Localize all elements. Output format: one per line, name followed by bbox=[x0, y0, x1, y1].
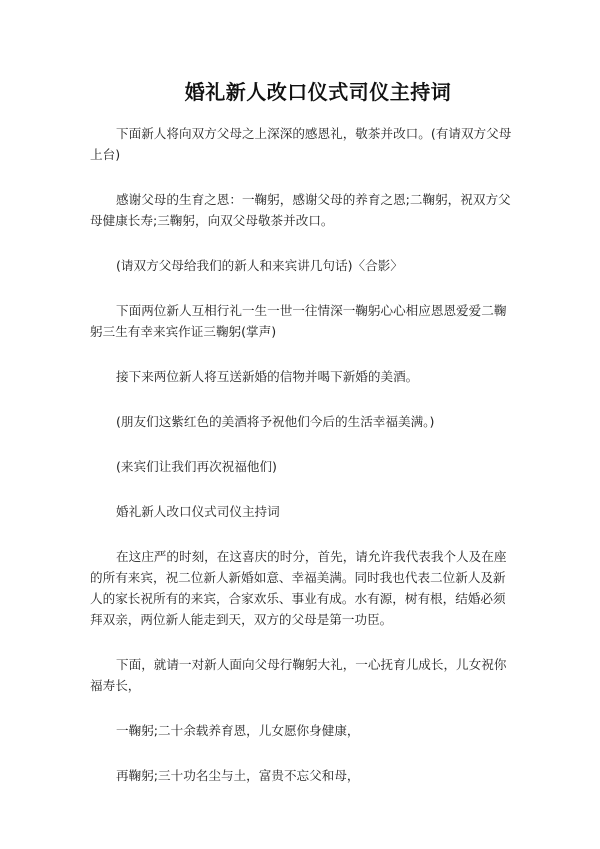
paragraph: 再鞠躬;三十功名尘与土，富贵不忘父和母， bbox=[116, 768, 360, 783]
paragraph: 下面，就请一对新人面向父母行鞠躬大礼，一心抚育儿成长，儿女祝你福寿长， bbox=[90, 657, 507, 693]
paragraph: (朋友们这紫红色的美酒将予祝他们今后的生活幸福美满。) bbox=[116, 414, 435, 429]
paragraph: (请双方父母给我们的新人和来宾讲几句话)〈合影〉 bbox=[116, 258, 403, 273]
page-title: 婚礼新人改口仪式司仪主持词 bbox=[184, 80, 452, 104]
paragraph: 一鞠躬;二十余载养育恩，儿女愿你身健康， bbox=[116, 723, 360, 738]
paragraph: (来宾们让我们再次祝福他们) bbox=[116, 459, 277, 474]
paragraph: 下面两位新人互相行礼一生一世一往情深一鞠躬心心相应恩恩爱爱二鞠躬三生有幸来宾作证三鞠躬(掌声) bbox=[90, 303, 507, 339]
paragraph: 感谢父母的生育之恩：一鞠躬，感谢父母的养育之恩;二鞠躬，祝双方父母健康长寿;三鞠躬，向双父母敬茶并改口。 bbox=[90, 192, 511, 228]
paragraph: 在这庄严的时刻，在这喜庆的时分，首先，请允许我代表我个人及在座的所有来宾，祝二位新人新婚如意、幸福美满。同时我也代表二位新人及新人的家长祝所有的来宾，合家欢乐、事业有成。水有源，树有根，结婚必须拜双亲，两位新人能走到天，双方的父母是第一功臣。 bbox=[90, 549, 507, 627]
section-heading: 婚礼新人改口仪式司仪主持词 bbox=[116, 504, 280, 519]
paragraph: 下面新人将向双方父母之上深深的感恩礼，敬茶并改口。(有请双方父母上台) bbox=[90, 126, 512, 162]
paragraph: 接下来两位新人将互送新婚的信物并喝下新婚的美酒。 bbox=[116, 369, 419, 384]
